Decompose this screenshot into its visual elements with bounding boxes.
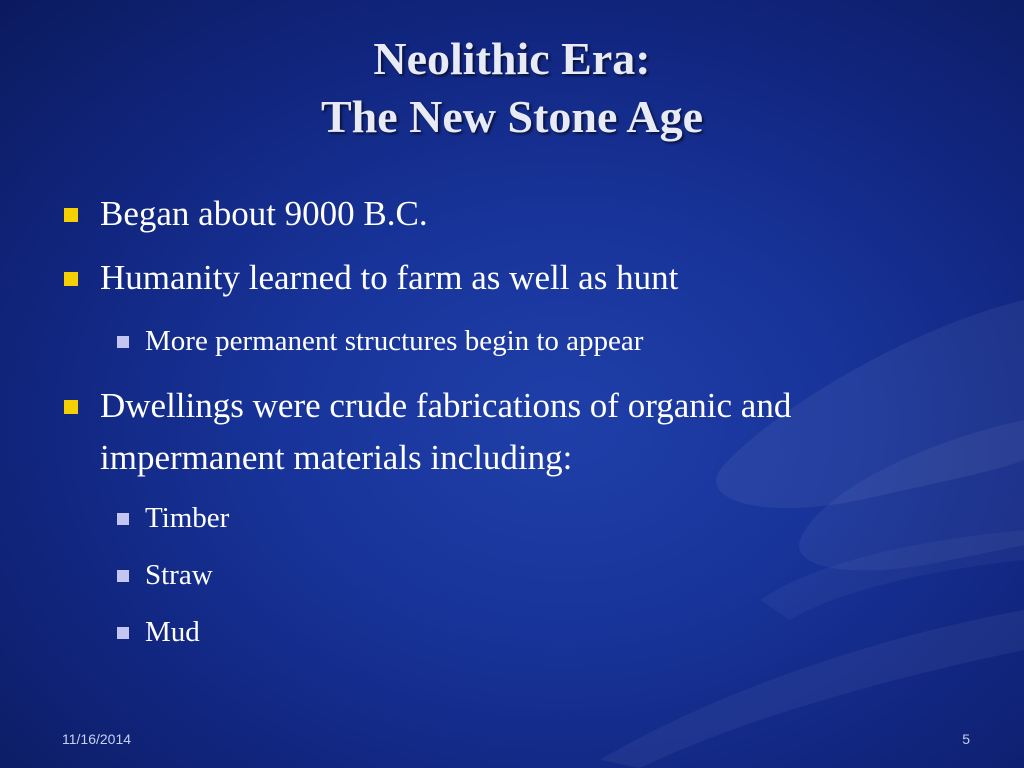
sub-bullet-text: Timber — [145, 502, 230, 534]
bullet-item — [62, 252, 922, 304]
square-sub-bullet-icon — [117, 570, 129, 582]
bullet-item — [62, 380, 922, 484]
square-bullet-icon — [64, 400, 78, 414]
sub-bullet-item — [117, 498, 917, 538]
title-line-1: Neolithic Era: — [373, 33, 651, 84]
bullet-text: Began about 9000 B.C. — [100, 194, 428, 233]
footer-date: 11/16/2014 — [62, 731, 132, 747]
title-line-2: The New Stone Age — [320, 91, 704, 142]
sub-bullet-item — [117, 555, 917, 595]
square-sub-bullet-icon — [117, 336, 129, 348]
bullet-text: Humanity learned to farm as well as hunt — [100, 258, 679, 297]
sub-bullet-text: Straw — [145, 559, 213, 591]
sub-bullet-text: More permanent structures begin to appear — [145, 325, 644, 357]
page-number: 5 — [962, 731, 970, 747]
square-bullet-icon — [64, 272, 78, 286]
bullet-text: Dwellings were crude fabrications of organic and impermanent materials including: — [100, 386, 792, 477]
sub-bullet-text: Mud — [145, 616, 200, 648]
bullet-item — [62, 188, 922, 240]
sub-bullet-item — [117, 321, 917, 361]
square-bullet-icon — [64, 208, 78, 222]
square-sub-bullet-icon — [117, 627, 129, 639]
sub-bullet-item — [117, 612, 917, 652]
square-sub-bullet-icon — [117, 513, 129, 525]
